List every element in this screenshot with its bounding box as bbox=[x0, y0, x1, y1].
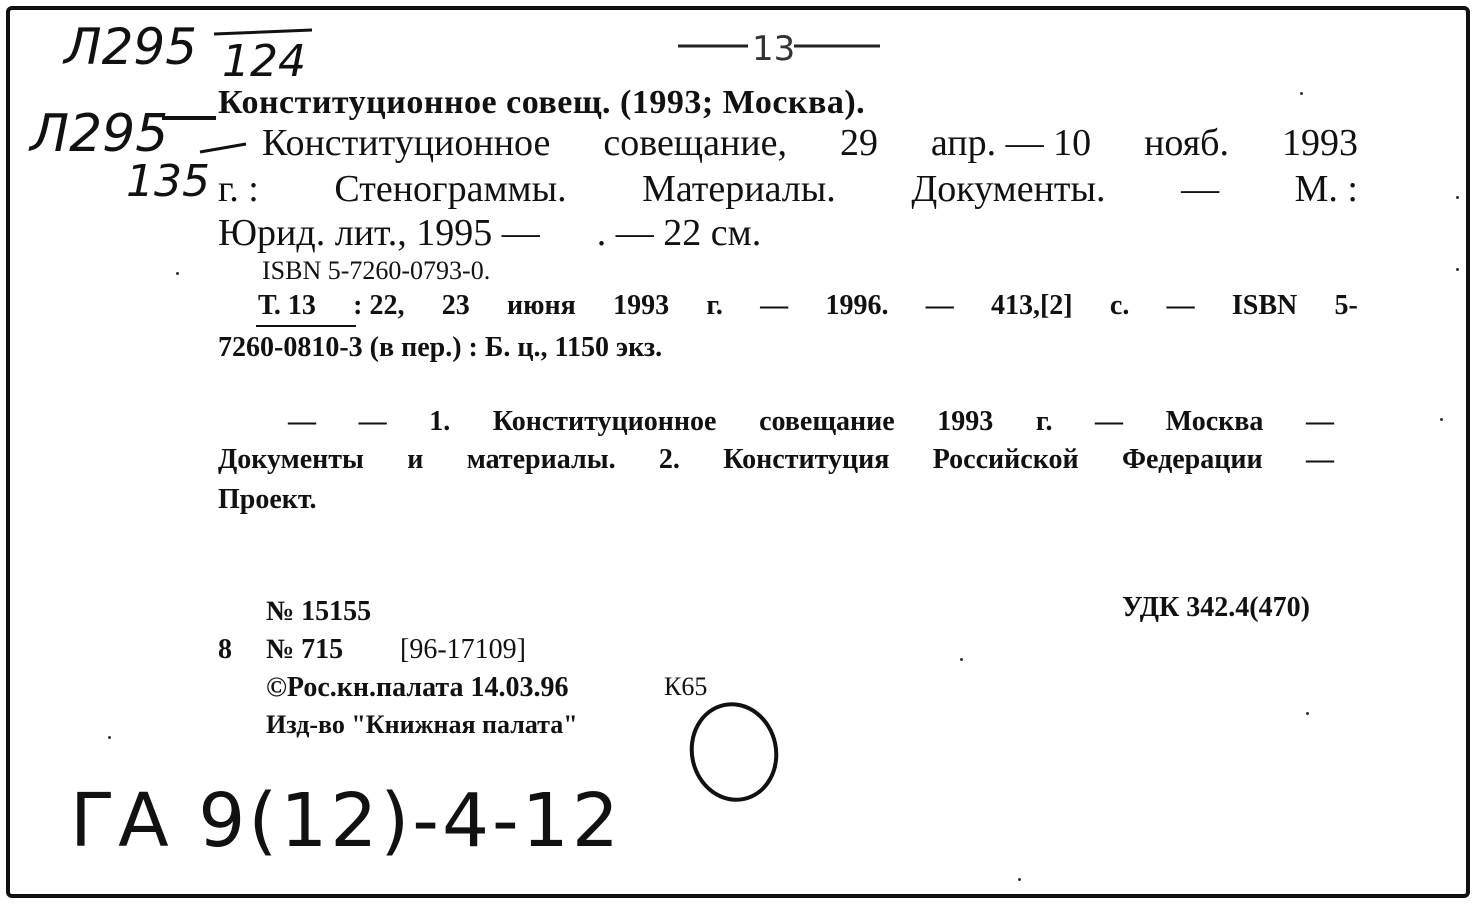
fraction-overline bbox=[214, 30, 312, 34]
subject-word: совещание bbox=[759, 406, 895, 437]
subject-word: Федерации bbox=[1121, 444, 1263, 475]
subject-word: Москва bbox=[1165, 406, 1264, 437]
title-word: Материалы. bbox=[642, 168, 836, 210]
title-word: апр. — 10 bbox=[930, 122, 1092, 164]
subjects-line-2 bbox=[218, 446, 1334, 474]
title-word: 1993 bbox=[1282, 122, 1358, 164]
subjects-line-3: Проект. bbox=[218, 484, 317, 515]
title-word: Конституционное bbox=[262, 122, 551, 164]
fraction-dash-left bbox=[200, 144, 246, 152]
scan-speck bbox=[1306, 712, 1309, 715]
publisher-line: Изд-во "Книжная палата" bbox=[266, 710, 578, 739]
title-word: — bbox=[1181, 168, 1220, 210]
title-word: нояб. bbox=[1144, 122, 1230, 164]
scan-speck bbox=[1440, 418, 1443, 421]
title-word: Стенограммы. bbox=[334, 168, 567, 210]
volume-word: г. bbox=[706, 290, 723, 321]
title-word: г. : bbox=[218, 168, 259, 210]
volume-word: : 22, bbox=[353, 290, 405, 321]
handwritten-classification: ГА 9(12)-4-12 bbox=[70, 778, 622, 864]
volume-word: Т. 13 bbox=[258, 290, 316, 321]
scan-speck bbox=[108, 736, 111, 739]
scan-speck bbox=[1300, 92, 1303, 95]
volume-word: 5- bbox=[1334, 290, 1358, 321]
volume-word: июня bbox=[507, 290, 576, 321]
copyright-line: ©Рос.кн.палата 14.03.96 bbox=[266, 672, 569, 703]
footer-number-2: № 715 bbox=[266, 634, 344, 665]
volume-word: — bbox=[760, 290, 789, 321]
isbn-line: ISBN 5-7260-0793-0. bbox=[262, 256, 491, 285]
subject-word: — bbox=[358, 406, 387, 437]
subject-word: г. bbox=[1035, 406, 1053, 437]
volume-word: — bbox=[925, 290, 954, 321]
subjects-line-1 bbox=[288, 408, 1334, 436]
scan-speck bbox=[1456, 268, 1459, 271]
subject-word: Конституционное bbox=[492, 406, 717, 437]
volume-line-1 bbox=[258, 292, 1358, 320]
scan-speck bbox=[1018, 878, 1021, 881]
subject-word: 1. bbox=[429, 406, 451, 437]
udc-code: УДК 342.4(470) bbox=[1122, 592, 1310, 623]
handwritten-call-number-top: Л295 bbox=[64, 18, 198, 76]
circle-mark bbox=[683, 696, 785, 807]
title-line-3: Юрид. лит., 1995 — . — 22 см. bbox=[218, 212, 762, 254]
handwritten-fraction-left: 135 bbox=[126, 156, 210, 207]
subject-word: — bbox=[1305, 406, 1334, 437]
footer-prefix: 8 bbox=[218, 634, 232, 665]
title-line-2 bbox=[218, 170, 1358, 208]
volume-word: 413,[2] bbox=[990, 290, 1073, 321]
volume-word: 23 bbox=[441, 290, 470, 321]
volume-line-2: 7260-0810-3 (в пер.) : Б. ц., 1150 экз. bbox=[218, 332, 663, 363]
subject-word: — bbox=[1305, 444, 1334, 475]
register-number: [96-17109] bbox=[400, 634, 526, 665]
subject-word: материалы. bbox=[466, 444, 616, 475]
subject-word: Конституция bbox=[723, 444, 890, 475]
handwritten-call-number-left: Л295 bbox=[30, 104, 169, 164]
subject-word: 2. bbox=[658, 444, 680, 475]
volume-word: 1996. bbox=[825, 290, 889, 321]
handwritten-fraction-top: 124 bbox=[222, 36, 306, 87]
volume-word: 1993 bbox=[613, 290, 670, 321]
footer-number-1: № 15155 bbox=[266, 596, 372, 627]
subject-word: — bbox=[1095, 406, 1124, 437]
footer-code: К65 bbox=[664, 672, 708, 701]
title-word: 29 bbox=[839, 122, 878, 164]
subject-word: Российской bbox=[932, 444, 1079, 475]
title-word: Документы. bbox=[911, 168, 1106, 210]
volume-word: ISBN bbox=[1231, 290, 1298, 321]
subject-word: 1993 bbox=[937, 406, 994, 437]
volume-word: — bbox=[1166, 290, 1195, 321]
scan-speck bbox=[1456, 196, 1459, 199]
scan-speck bbox=[176, 272, 179, 275]
title-word: совещание, bbox=[603, 122, 787, 164]
subject-word: и bbox=[407, 444, 424, 475]
title-line-1 bbox=[262, 124, 1358, 162]
top-page-mark: 13 bbox=[752, 29, 796, 69]
subject-word: Документы bbox=[218, 444, 364, 475]
scan-speck bbox=[960, 658, 963, 661]
title-word: М. : bbox=[1294, 168, 1358, 210]
record-header: Конституционное совещ. (1993; Москва). bbox=[218, 84, 866, 121]
subject-word: — bbox=[288, 406, 316, 437]
volume-word: с. bbox=[1109, 290, 1130, 321]
